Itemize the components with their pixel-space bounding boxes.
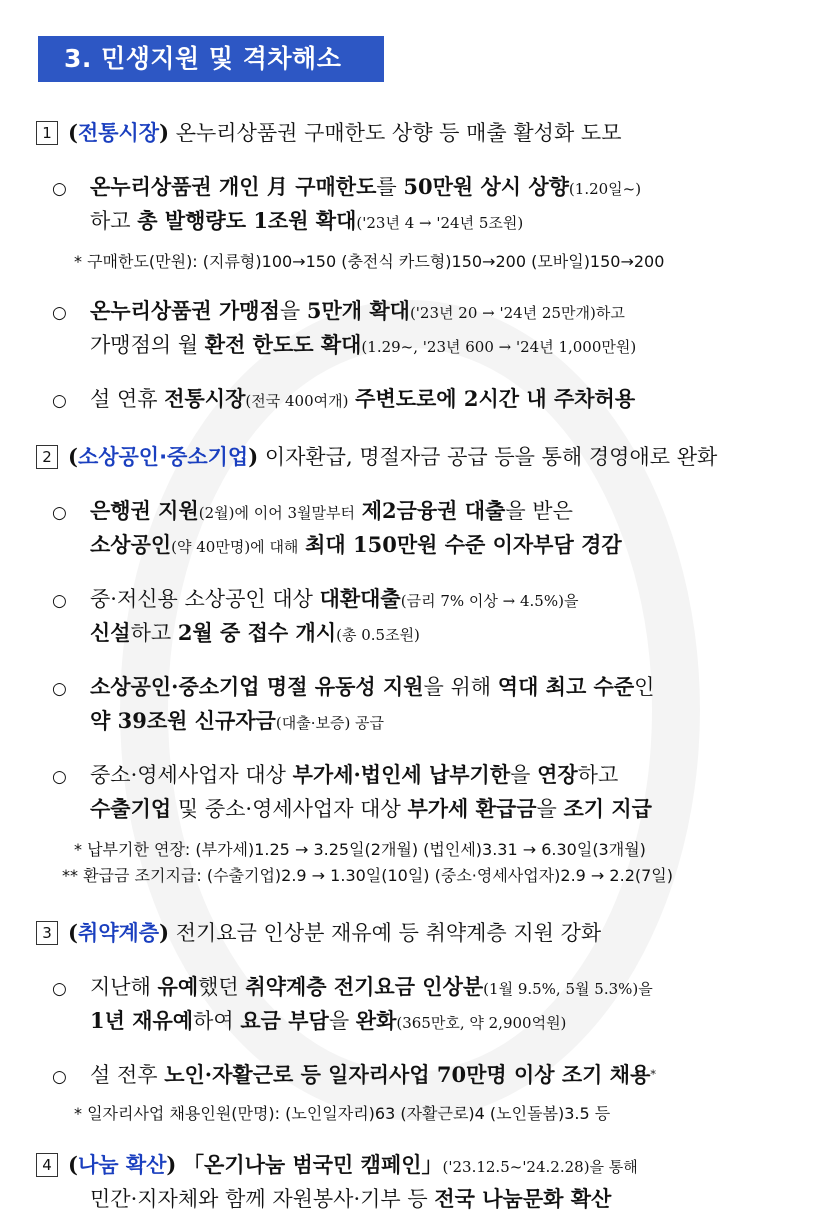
bullet-item-cont: 수출기업 및 중소·영세사업자 대상 부가세 환급금을 조기 지급 (90, 796, 652, 821)
bullet-item: ○ 중소·영세사업자 대상 부가세·법인세 납부기한을 연장하고 (52, 762, 619, 787)
footnote: * 일자리사업 채용인원(만명): (노인일자리)63 (자활근로)4 (노인돌봄)3.5 등 (74, 1104, 611, 1123)
bullet-item: ○ 설 연휴 전통시장(전국 400여개) 주변도로에 2시간 내 주차허용 (52, 386, 636, 411)
section-1-heading: 1 (전통시장) 온누리상품권 구매한도 상향 등 매출 활성화 도모 (36, 118, 622, 148)
section-number-box: 2 (36, 445, 58, 469)
footnote: ** 환급금 조기지급: (수출기업)2.9 → 1.30일(10일) (중소·영세사업자)2.9 → 2.2(7일) (62, 866, 673, 885)
bullet-item: ○ 중·저신용 소상공인 대상 대환대출(금리 7% 이상 → 4.5%)을 (52, 586, 579, 611)
section-3-heading: 3 (취약계층) 전기요금 인상분 재유예 등 취약계층 지원 강화 (36, 918, 601, 948)
section-tag: 소상공인·중소기업 (77, 445, 249, 469)
bullet-item-cont: 가맹점의 월 환전 한도도 확대(1.29~, '23년 600 → '24년 1,000만원) (90, 332, 637, 357)
bullet-item: ○ 지난해 유예했던 취약계층 전기요금 인상분(1월 9.5%, 5월 5.3%)을 (52, 974, 653, 999)
section-tag: 취약계층 (77, 921, 160, 945)
bullet-item-cont: 소상공인(약 40만명)에 대해 최대 150만원 수준 이자부담 경감 (90, 532, 622, 557)
footnote: * 납부기한 연장: (부가세)1.25 → 3.25일(2개월) (법인세)3.31 → 6.30일(3개월) (74, 840, 646, 859)
bullet-item-cont: 약 39조원 신규자금(대출·보증) 공급 (90, 708, 385, 733)
section-title-banner: 3. 민생지원 및 격차해소 (38, 36, 384, 82)
footnote: * 구매한도(만원): (지류형)100→150 (충전식 카드형)150→200 (모바일)150→200 (74, 252, 665, 271)
section-2-heading: 2 (소상공인·중소기업) 이자환급, 명절자금 공급 등을 통해 경영애로 완화 (36, 442, 717, 472)
section-number-box: 4 (36, 1153, 58, 1177)
section-4-cont: 민간·지자체와 함께 자원봉사·기부 등 전국 나눔문화 확산 (90, 1186, 612, 1211)
bullet-item: ○ 온누리상품권 가맹점을 5만개 확대('23년 20 → '24년 25만개)하고 (52, 298, 625, 323)
bullet-item: ○ 소상공인·중소기업 명절 유동성 지원을 위해 역대 최고 수준인 (52, 674, 655, 699)
bullet-item: ○ 은행권 지원(2월)에 이어 3월말부터 제2금융권 대출을 받은 (52, 498, 573, 523)
section-number-box: 3 (36, 921, 58, 945)
bullet-item: ○ 온누리상품권 개인 月 구매한도를 50만원 상시 상향(1.20일~) (52, 174, 642, 199)
bullet-item-cont: 하고 총 발행량도 1조원 확대('23년 4 → '24년 5조원) (90, 208, 524, 233)
section-number-box: 1 (36, 121, 58, 145)
section-4-heading: 4 (나눔 확산) 「온기나눔 범국민 캠페인」('23.12.5~'24.2.28)을 통해 (36, 1150, 638, 1182)
bullet-item-cont: 신설하고 2월 중 접수 개시(총 0.5조원) (90, 620, 420, 645)
bullet-item: ○ 설 전후 노인·자활근로 등 일자리사업 70만명 이상 조기 채용* (52, 1062, 656, 1087)
bullet-item-cont: 1년 재유예하여 요금 부담을 완화(365만호, 약 2,900억원) (90, 1008, 567, 1033)
section-tag: 나눔 확산 (77, 1153, 167, 1177)
section-tag: 전통시장 (77, 121, 160, 145)
